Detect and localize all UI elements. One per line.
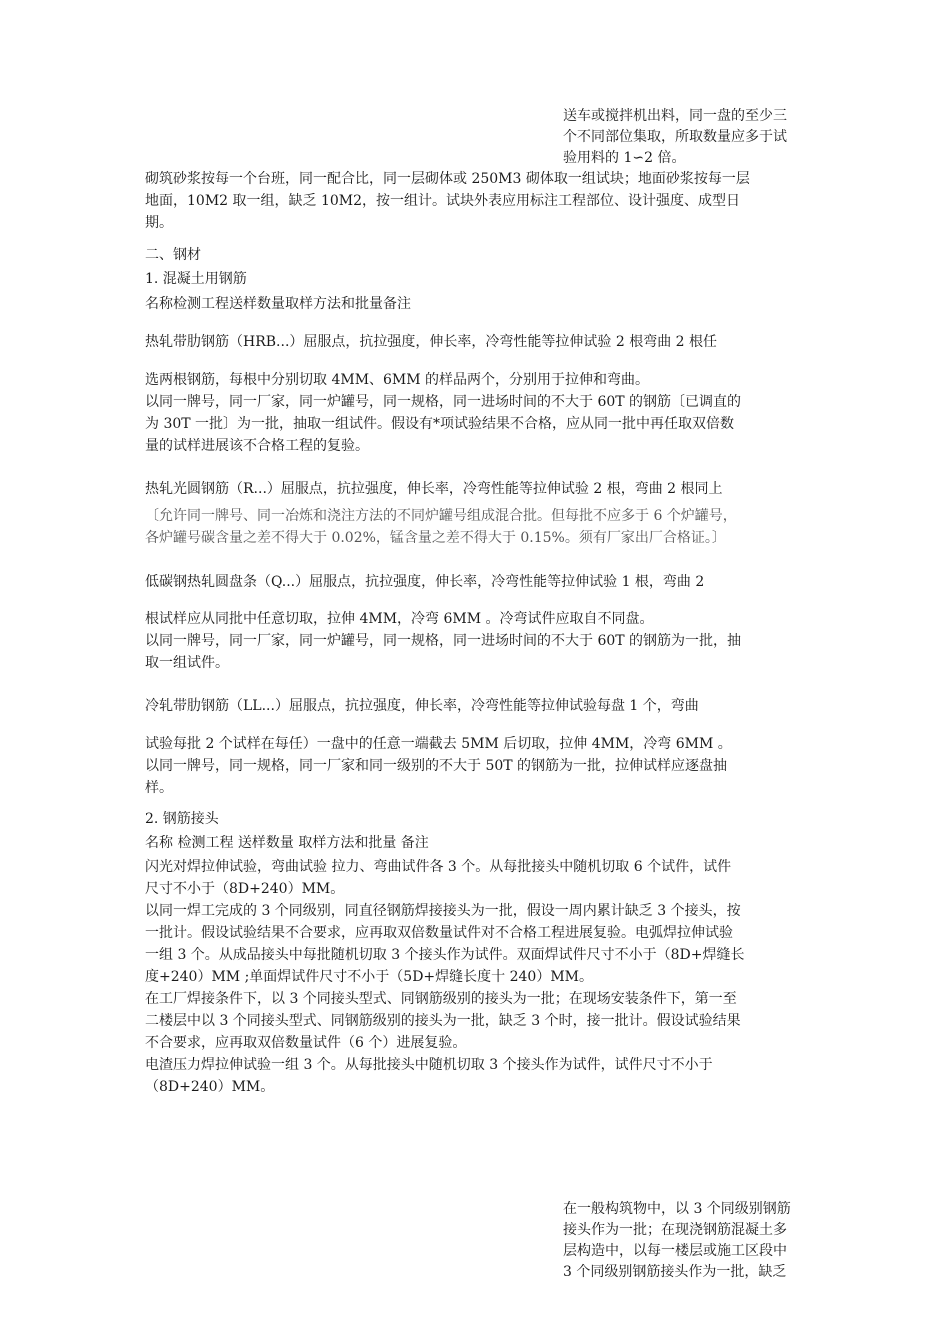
r-row: 热轧光圆钢筋（R...）屈服点，抗拉强度，伸长率，冷弯性能等拉伸试验 2 根，弯曲 2 根同上	[145, 481, 723, 497]
ll-detail: 试验每批 2 个试样在每任）一盘中的任意一端截去 5MM 后切取，拉伸 4MM，冷弯 6MM 。 以同一牌号，同一规格，同一厂家和同一级别的不大于 50T 的钢筋为一批，拉伸试样应逐盘抽 样。	[145, 736, 732, 796]
top-side-note: 送车或搅拌机出料，同一盘的至少三 个不同部位集取，所取数量应多于试 验用料的 1∽2 倍。	[563, 108, 787, 166]
ll-row: 冷轧带肋钢筋（LL...）屈服点，抗拉强度，伸长率，冷弯性能等拉伸试验每盘 1 个，弯曲	[145, 698, 699, 714]
rebar-table-header: 名称检测工程送样数量取样方法和批量备注	[145, 296, 411, 312]
q-row: 低碳钢热轧圆盘条（Q...）屈服点，抗拉强度，伸长率，冷弯性能等拉伸试验 1 根，弯曲 2	[145, 574, 705, 590]
joint-table-header: 名称 检测工程 送样数量 取样方法和批量 备注	[145, 835, 429, 851]
hrb-detail: 选两根钢筋，每根中分别切取 4MM、6MM 的样品两个，分别用于拉伸和弯曲。 以同一牌号，同一厂家，同一炉罐号，同一规格，同一进场时间的不大于 60T 的钢筋〔已调直的 为 30T 一批〕为一批，抽取一组试件。假设有*项试验结果不合格，应从同一批中再任取双倍数 量的试样进展该不合格工程的复验。	[145, 372, 742, 454]
subheading-rebar: 1. 混凝土用钢筋	[145, 271, 247, 287]
section-steel-heading: 二、钢材	[145, 247, 201, 263]
mortar-paragraph: 砌筑砂浆按每一个台班，同一配合比，同一层砌体或 250M3 砌体取一组试块；地面砂浆按每一层 地面，10M2 取一组，缺乏 10M2，按一组计。试块外表应用标注工程部位、设计强度、成型日 期。	[145, 171, 750, 231]
q-detail: 根试样应从同批中任意切取，拉伸 4MM，冷弯 6MM 。冷弯试件应取自不同盘。 以同一牌号，同一厂家，同一炉罐号，同一规格，同一进场时间的不大于 60T 的钢筋为一批，抽 取一组试件。	[145, 611, 742, 671]
hrb-row: 热轧带肋钢筋（HRB...）屈服点，抗拉强度，伸长率，冷弯性能等拉伸试验 2 根弯曲 2 根任	[145, 334, 718, 350]
r-note: 〔允许同一牌号、同一冶炼和浇注方法的不同炉罐号组成混合批。但每批不应多于 6 个炉罐号， 各炉罐号碳含量之差不得大于 0.02%，锰含量之差不得大于 0.15%。须有厂家出厂合格证。〕	[145, 508, 737, 546]
joint-paragraph: 闪光对焊拉伸试验，弯曲试验 拉力、弯曲试件各 3 个。从每批接头中随机切取 6 个试件，试件 尺寸不小于（8D+240）MM。 以同一焊工完成的 3 个同级别，同直径钢筋焊接接头为一批，假设一周内累计缺乏 3 个接头，按 一批计。假设试验结果不合要求，应再取双倍数量试件对不合格工程进展复验。电弧焊拉伸试验 一组 3 个。从成品接头中每批随机切取 3 个接头作为试件。双面焊试件尺寸不小于（8D+焊缝长 度+240）MM ;单面焊试件尺寸不小于（5D+焊缝长度十 240）MM。 在工厂焊接条件下，以 3 个同接头型式、同钢筋级别的接头为一批；在现场安装条件下，第一至 二楼层中以 3 个同接头型式、同钢筋级别的接头为一批，缺乏 3 个时，接一批计。假设试验结果 不合要求，应再取双倍数量试件（6 个）进展复验。 电渣压力焊拉伸试验一组 3 个。从每批接头中随机切取 3 个接头作为试件，试件尺寸不小于 （8D+240）MM。	[145, 859, 745, 1095]
subheading-joint: 2. 钢筋接头	[145, 811, 219, 827]
bottom-side-note: 在一般构筑物中，以 3 个同级别钢筋 接头作为一批；在现浇钢筋混凝土多 层构造中，以每一楼层或施工区段中 3 个同级别钢筋接头作为一批，缺乏	[563, 1201, 791, 1280]
